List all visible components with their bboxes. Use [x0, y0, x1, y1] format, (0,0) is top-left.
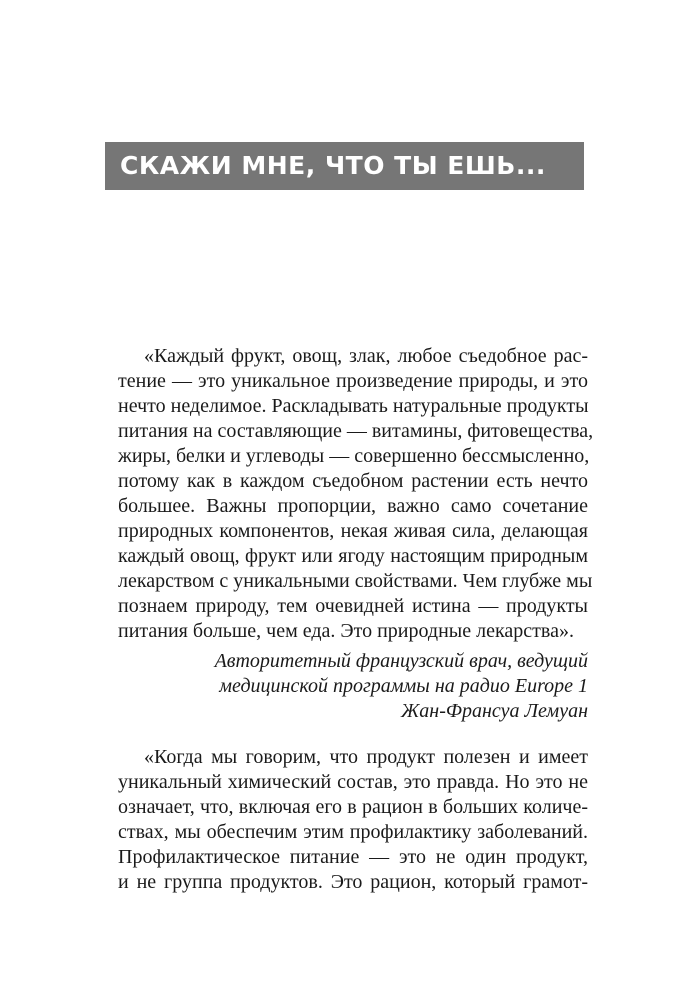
attribution-line: Авторитетный французский врач, ведущий [214, 650, 588, 672]
quote-1-line: питания на составляющие — витамины, фитовещества, [118, 420, 594, 442]
quote-1-line: потому как в каждом съедобном растении есть нечто [118, 470, 588, 492]
quote-1-line: природных компонентов, некая живая сила, делающая [118, 520, 588, 542]
quote-1-line: жиры, белки и углеводы — совершенно бессмысленно, [118, 445, 590, 467]
attribution-author: Жан-Франсуа Лемуан [400, 700, 588, 722]
attribution-line: медицинской программы на радио Europe 1 [219, 675, 588, 697]
quote-2-line: означает, что, включая его в рацион в больших количе- [118, 796, 588, 818]
quote-2-line: и не группа продуктов. Это рацион, который грамот- [118, 871, 588, 893]
chapter-title: СКАЖИ МНЕ, ЧТО ТЫ ЕШЬ... [120, 151, 546, 180]
quote-1-line: большее. Важны пропорции, важно само сочетание [118, 495, 588, 517]
quote-1-line: тение — это уникальное произведение природы, и это [118, 370, 588, 392]
chapter-title-bar [105, 142, 584, 190]
quote-1-line: каждый овощ, фрукт или ягоду настоящим природным [118, 545, 588, 567]
quote-1 [118, 344, 594, 644]
quote-1-line: лекарством с уникальными свойствами. Чем глубже мы [118, 570, 593, 592]
quote-2-line: ствах, мы обеспечим этим профилактику заболеваний. [118, 821, 588, 843]
quote-1-attribution [118, 649, 588, 724]
quote-1-line: познаем природу, тем очевидней истина — продукты [118, 595, 588, 617]
quote-1-line: питания больше, чем еда. Это природные лекарства». [118, 620, 574, 642]
quote-2-line: «Когда мы говорим, что продукт полезен и имеет [144, 746, 588, 768]
quote-1-line: нечто неделимое. Раскладывать натуральные продукты [118, 395, 589, 417]
quote-2 [118, 745, 588, 895]
quote-1-line: «Каждый фрукт, овощ, злак, любое съедобное рас- [144, 345, 588, 367]
quote-2-line: Профилактическое питание — это не один продукт, [118, 846, 588, 868]
quote-2-line: уникальный химический состав, это правда. Но это не [118, 771, 588, 793]
